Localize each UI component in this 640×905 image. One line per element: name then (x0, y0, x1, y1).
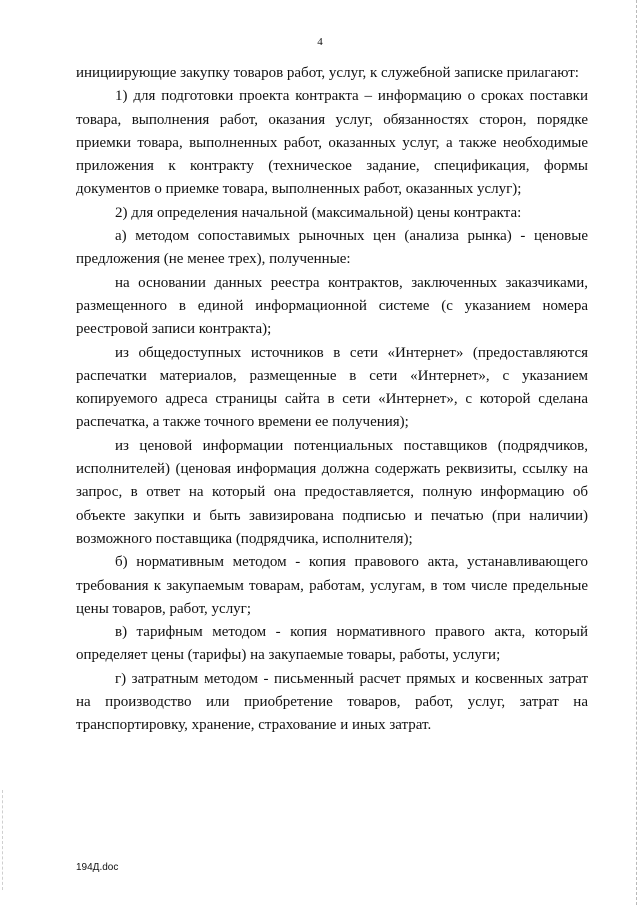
paragraph-registry-source: на основании данных реестра контрактов, заключенных заказчиками, размещенного в единой информационной системе (с указанием номера реестровой записи контракта); (76, 274, 588, 338)
paragraph-normative-method: б) нормативным методом - копия правового акта, устанавливающего требования к закупаемым товарам, работам, услугам, в том числе предельные цены товаров, работ, услуг; (76, 554, 588, 617)
paragraph-max-price: 2) для определения начальной (максимальной) цены контракта: (115, 204, 522, 221)
page-number: 4 (317, 36, 323, 48)
paragraph-supplier-source: из ценовой информации потенциальных поставщиков (подрядчиков, исполнителей) (ценовая информация должна содержать реквизиты, ссылку на запрос, в ответ на который она предоставляется, полную информацию об объекте закупки и быть завизирована подписью и печатью (при наличии) возможного поставщика (подрядчика, исполнителя); (76, 437, 588, 547)
paragraph-contract-draft: 1) для подготовки проекта контракта – информацию о сроках поставки товара, выполнения работ, оказания услуг, обязанностях сторон, порядке приемки товара, выполненных работ, оказанных услуг, а также необходимые приложения к контракту (техническое задание, спецификация, формы документов о приемке товара, выполненных работ, оказанных услуг); (76, 88, 588, 198)
paragraph-tariff-method: в) тарифным методом - копия нормативного правого акта, который определяет цены (тарифы) на закупаемые товары, работы, услуги; (76, 624, 588, 664)
paragraph-intro: инициирующие закупку товаров работ, услуг, к служебной записке прилагают: (76, 65, 579, 81)
paragraph-market-method: а) методом сопоставимых рыночных цен (анализа рынка) - ценовые предложения (не менее трех), полученные: (76, 228, 588, 268)
paragraph-cost-method: г) затратным методом - письменный расчет прямых и косвенных затрат на производство или приобретение товаров, работ, услуг, затрат на транспортировку, хранение, страхование и иных затрат. (76, 670, 588, 734)
scan-edge-right (633, 0, 637, 905)
paragraph-internet-source: из общедоступных источников в сети «Интернет» (предоставляются распечатки материалов, размещенные в сети «Интернет», с указанием копируемого адреса страницы сайта в сети «Интернет», с которой сделана распечатка, а также точного времени ее получения); (76, 344, 588, 431)
document-body (76, 62, 588, 738)
scan-edge-left (2, 790, 6, 890)
footer-filename: 194Д.doc (76, 862, 119, 873)
